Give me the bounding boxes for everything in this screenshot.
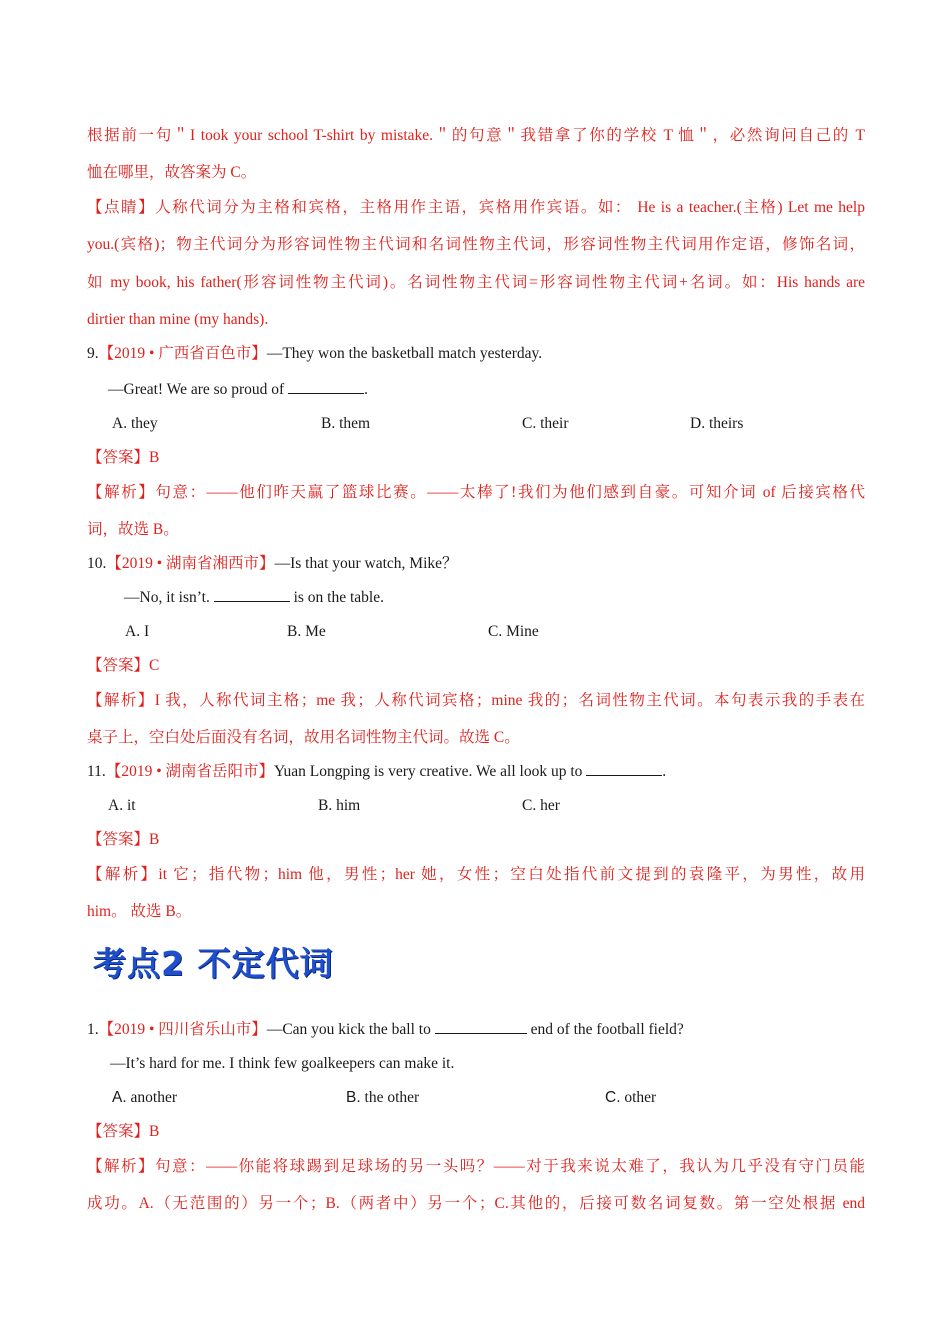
option-b: B. them bbox=[321, 415, 371, 432]
question-number: 9. bbox=[87, 345, 99, 362]
analysis-line: 【解析】句意：——他们昨天赢了篮球比赛。——太棒了!我们为他们感到自豪。可知介词 of 后接宾格代 bbox=[87, 484, 865, 501]
analysis-line: 【解析】I 我，人称代词主格；me 我；人称代词宾格；mine 我的；名词性物主代词。本句表示我的手表在 bbox=[87, 692, 865, 709]
question-number: 10. bbox=[87, 555, 107, 572]
question-text: Yuan Longping is very creative. We all look up to bbox=[274, 763, 587, 780]
answer-label: 【答案】B bbox=[87, 449, 160, 466]
analysis-line: 【解析】句意：——你能将球踢到足球场的另一头吗？——对于我来说太难了，我认为几乎没有守门员能 bbox=[87, 1158, 865, 1175]
option-text: the other bbox=[360, 1089, 420, 1106]
option-letter: B. bbox=[346, 1089, 361, 1106]
option-a: A. they bbox=[112, 415, 158, 432]
answer-label: 【答案】C bbox=[87, 657, 160, 674]
question-number: 1. bbox=[87, 1021, 99, 1038]
answer-blank bbox=[435, 1019, 527, 1034]
analysis-line: 成功。A.（无范围的）另一个；B.（两者中）另一个；C.其他的，后接可数名词复数。第一空处根据 end bbox=[87, 1195, 865, 1212]
option-d: D. theirs bbox=[690, 415, 744, 432]
question-text: —Great! We are so proud of bbox=[108, 381, 289, 398]
analysis-line: 【解析】it 它；指代物；him 他，男性；her 她，女性；空白处指代前文提到的袁隆平，为男性，故用 bbox=[87, 866, 865, 883]
option-a: A. I bbox=[125, 623, 150, 640]
analysis-line: him。 故选 B。 bbox=[87, 903, 192, 920]
option-a bbox=[112, 1087, 177, 1109]
option-c: C. her bbox=[522, 797, 560, 814]
question-text: —Is that your watch, Mike？ bbox=[274, 555, 458, 572]
option-c bbox=[605, 1087, 656, 1109]
section-heading: 考点2 不定代词 bbox=[93, 944, 334, 983]
question-source: 【2019 • 广西省百色市】 bbox=[98, 345, 267, 362]
explanation-line: 根据前一句＂I took your school T-shirt by mistake.＂的句意＂我错拿了你的学校 T 恤＂，必然询问自己的 T bbox=[87, 127, 865, 144]
option-letter: A. bbox=[112, 1089, 127, 1106]
option-text: another bbox=[126, 1089, 178, 1106]
analysis-line: 词，故选 B。 bbox=[87, 521, 179, 538]
section2-question-1-response: —It’s hard for me. I think few goalkeepers can make it. bbox=[110, 1055, 455, 1072]
tip-line: you.(宾格)；物主代词分为形容词性物主代词和名词性物主代词，形容词性物主代词用作定语，修饰名词， bbox=[87, 236, 865, 253]
option-c: C. their bbox=[522, 415, 569, 432]
question-9-response bbox=[108, 379, 886, 401]
question-text: . bbox=[662, 763, 667, 780]
question-text: —They won the basketball match yesterday. bbox=[266, 345, 543, 362]
question-source: 【2019 • 四川省乐山市】 bbox=[98, 1021, 267, 1038]
option-c: C. Mine bbox=[488, 623, 539, 640]
explanation-line: 恤在哪里，故答案为 C。 bbox=[87, 164, 257, 181]
option-b: B. Me bbox=[287, 623, 326, 640]
answer-blank bbox=[214, 587, 290, 602]
question-text: . bbox=[364, 381, 368, 398]
question-source: 【2019 • 湖南省岳阳市】 bbox=[105, 763, 274, 780]
answer-label: 【答案】B bbox=[87, 1123, 160, 1140]
tip-line: 如 my book, his father(形容词性物主代词)。名词性物主代词=形容词性物主代词+名词。如：His hands are bbox=[87, 274, 865, 291]
analysis-line: 桌子上，空白处后面没有名词，故用名词性物主代词。故选 C。 bbox=[87, 729, 520, 746]
answer-blank bbox=[586, 761, 662, 776]
option-b: B. him bbox=[318, 797, 361, 814]
answer-blank bbox=[288, 379, 364, 394]
option-text: other bbox=[620, 1089, 657, 1106]
question-number: 11. bbox=[87, 763, 106, 780]
tip-line: 【点睛】人称代词分为主格和宾格，主格用作主语，宾格用作宾语。如： He is a teacher.(主格) Let me help bbox=[87, 199, 865, 216]
section2-question-1-stem bbox=[87, 1019, 865, 1041]
option-letter: C. bbox=[605, 1089, 621, 1106]
question-text: —No, it isn’t. bbox=[124, 589, 214, 606]
tip-line: dirtier than mine (my hands). bbox=[87, 311, 269, 328]
question-10-response bbox=[124, 587, 902, 609]
question-text: —Can you kick the ball to bbox=[266, 1021, 435, 1038]
option-a: A. it bbox=[108, 797, 136, 814]
question-9-stem bbox=[87, 343, 865, 365]
question-10-stem bbox=[87, 553, 865, 575]
question-text: is on the table. bbox=[289, 589, 384, 606]
answer-label: 【答案】B bbox=[87, 831, 160, 848]
question-source: 【2019 • 湖南省湘西市】 bbox=[106, 555, 275, 572]
question-11-stem bbox=[87, 761, 865, 783]
option-b bbox=[346, 1087, 419, 1109]
question-text: end of the football field? bbox=[526, 1021, 684, 1038]
